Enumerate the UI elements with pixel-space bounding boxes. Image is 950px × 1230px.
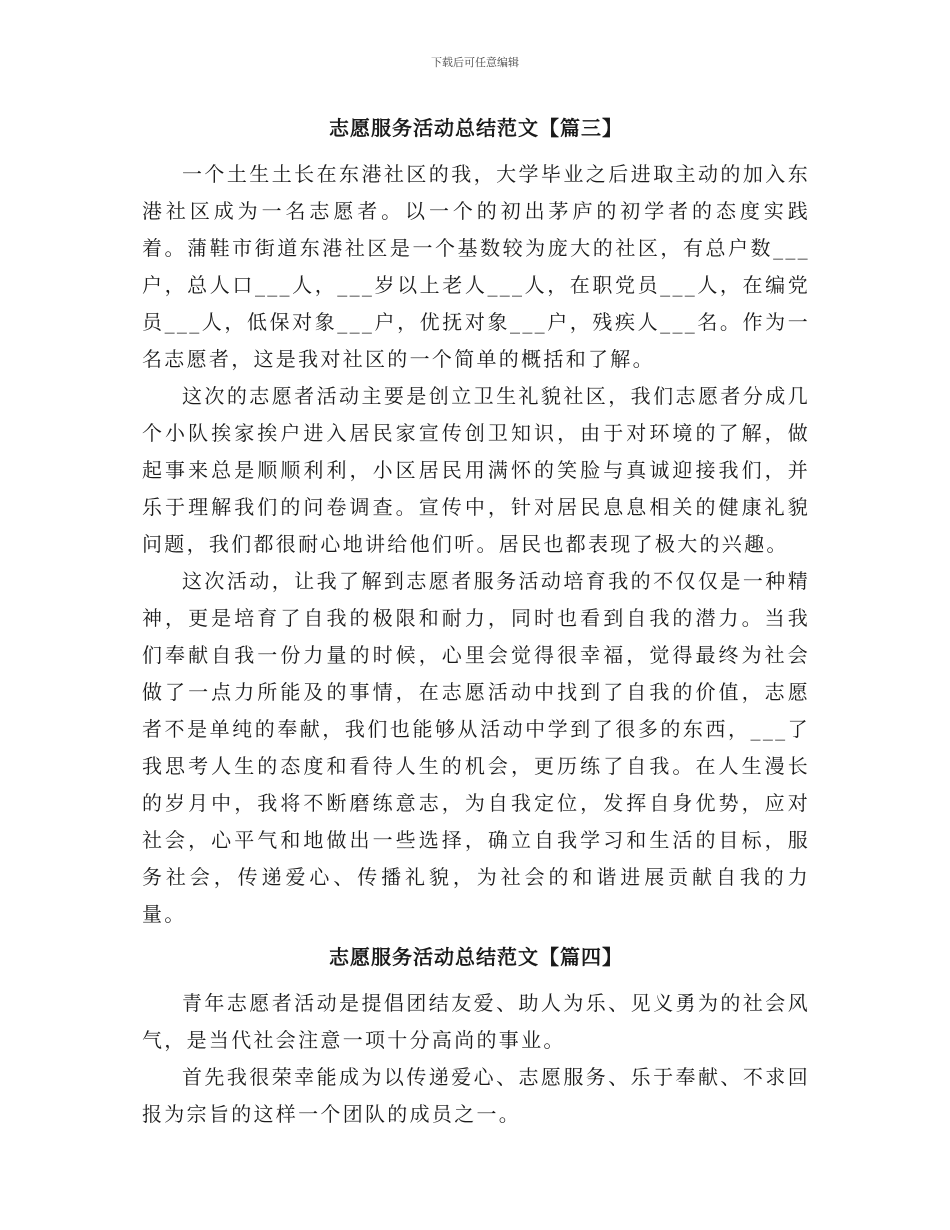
section-title-4: 志愿服务活动总结范文【篇四】	[329, 945, 623, 969]
paragraph: 首先我很荣幸能成为以传递爱心、志愿服务、乐于奉献、不求回报为宗旨的这样一个团队的成员之一。	[142, 1065, 810, 1126]
section-title-3: 志愿服务活动总结范文【篇三】	[329, 116, 623, 140]
paragraph: 这次的志愿者活动主要是创立卫生礼貌社区，我们志愿者分成几个小队挨家挨户进入居民家宣传创卫知识，由于对环境的了解，做起事来总是顺顺利利，小区居民用满怀的笑脸与真诚迎接我们，并乐于理解我们的问卷调查。宣传中，针对居民息息相关的健康礼貌问题，我们都很耐心地讲给他们听。居民也都表现了极大的兴趣。	[142, 384, 810, 556]
paragraph: 这次活动，让我了解到志愿者服务活动培育我的不仅仅是一种精神，更是培育了自我的极限和耐力，同时也看到自我的潜力。当我们奉献自我一份力量的时候，心里会觉得很幸福，觉得最终为社会做了一点力所能及的事情，在志愿活动中找到了自我的价值，志愿者不是单纯的奉献，我们也能够从活动中学到了很多的东西，___了我思考人生的态度和看待人生的机会，更历练了自我。在人生漫长的岁月中，我将不断磨练意志，为自我定位，发挥自身优势，应对社会，心平气和地做出一些选择，确立自我学习和生活的目标，服务社会，传递爱心、传播礼貌，为社会的和谐进展贡献自我的力量。	[142, 569, 810, 926]
paragraph: 一个土生土长在东港社区的我，大学毕业之后进取主动的加入东港社区成为一名志愿者。以一个的初出茅庐的初学者的态度实践着。蒲鞋市街道东港社区是一个基数较为庞大的社区，有总户数___户，总人口___人，___岁以上老人___人，在职党员___人，在编党员___人，低保对象___户，优抚对象___户，残疾人___名。作为一名志愿者，这是我对社区的一个简单的概括和了解。	[142, 162, 810, 371]
header-note: 下载后可任意编辑	[431, 56, 519, 69]
paragraph: 青年志愿者活动是提倡团结友爱、助人为乐、见义勇为的社会风气，是当代社会注意一项十分高尚的事业。	[142, 991, 810, 1052]
document-body	[142, 114, 810, 1133]
